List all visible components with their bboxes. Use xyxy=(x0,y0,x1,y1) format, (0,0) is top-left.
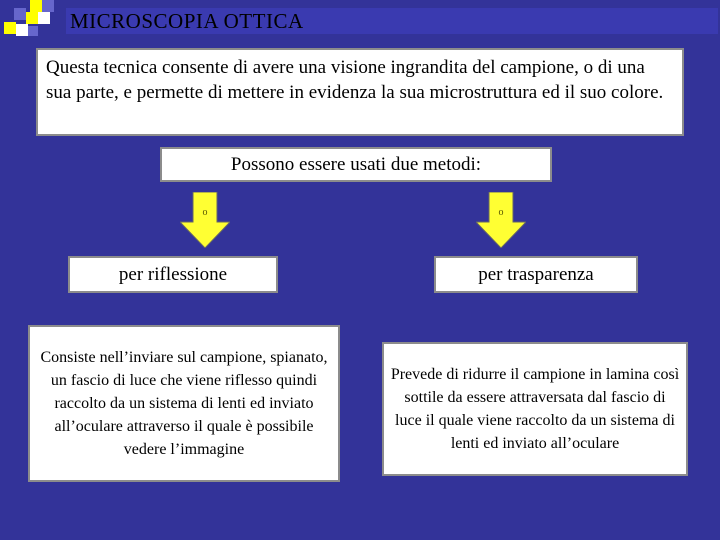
method-description-text: Consiste nell’inviare sul campione, spianato, un fascio di luce che viene riflesso quindi raccolto da un sistema di lenti ed inviato all’oculare attraverso il quale è possibile vedere l’immagine xyxy=(40,349,328,458)
arrow-bullet-mark: o xyxy=(498,207,504,218)
method-label-transparency: per trasparenza xyxy=(434,256,638,293)
intro-text-box: Questa tecnica consente di avere una visione ingrandita del campione, o di una sua parte, e permette di mettere in evidenza la sua microstruttura ed il suo colore. xyxy=(36,48,684,136)
methods-heading-box: Possono essere usati due metodi: xyxy=(160,147,552,182)
method-description-transparency xyxy=(382,342,688,476)
method-description-text: Prevede di ridurre il campione in lamina così sottile da essere attraversata dal fascio di luce il quale viene raccolto da un sistema di lenti ed inviato all’oculare xyxy=(390,366,680,452)
method-label-reflection: per riflessione xyxy=(68,256,278,293)
method-description-reflection xyxy=(28,325,340,482)
down-arrow-icon xyxy=(180,192,230,248)
arrow-bullet-mark: o xyxy=(202,207,208,218)
slide-title: MICROSCOPIA OTTICA xyxy=(70,9,304,33)
checkered-squares-logo xyxy=(0,0,64,46)
down-arrow-icon xyxy=(476,192,526,248)
